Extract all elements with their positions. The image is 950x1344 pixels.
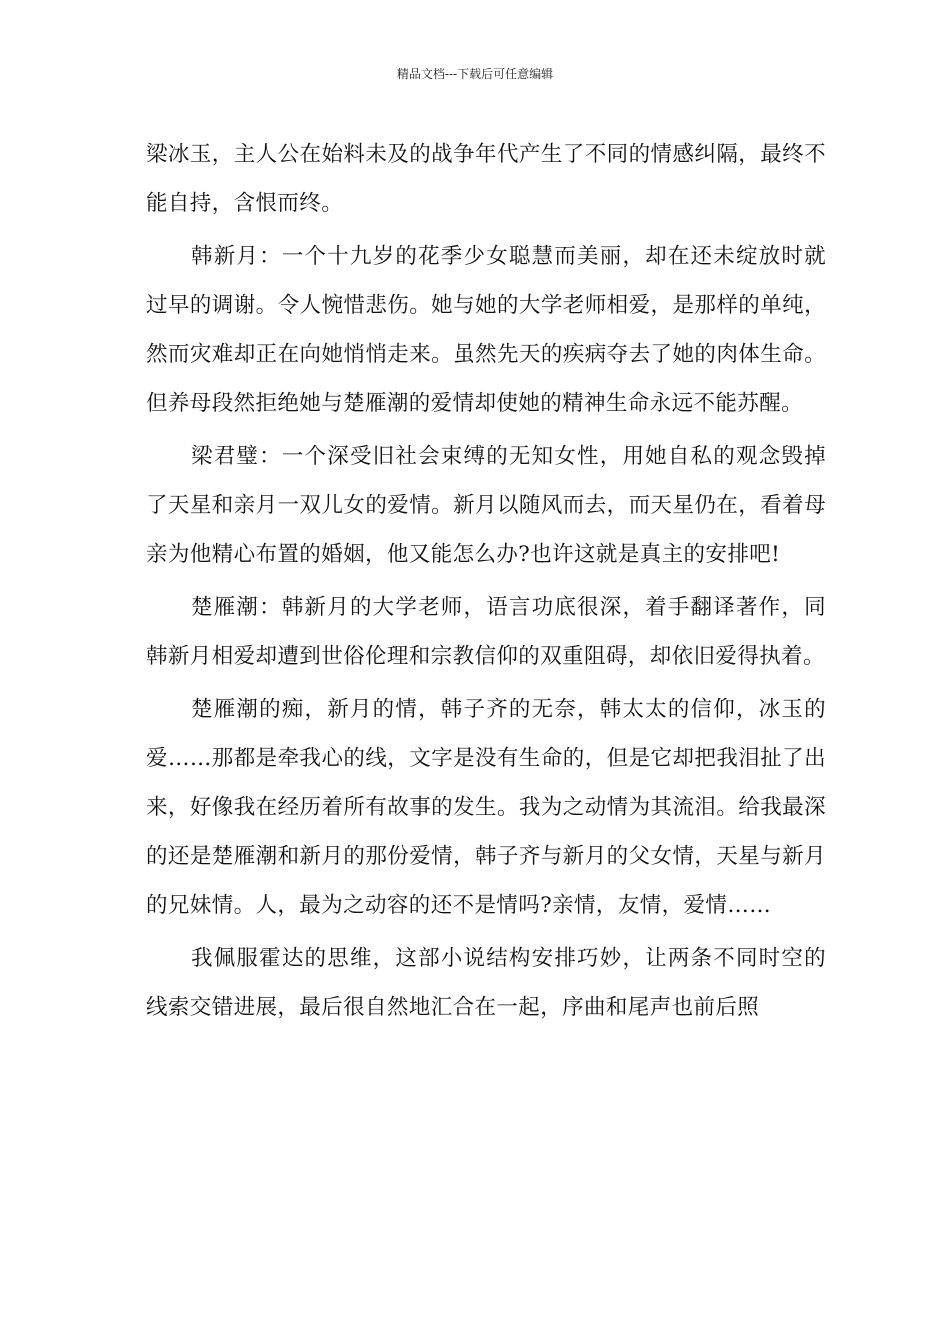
paragraph-continuation: 梁冰玉，主人公在始料未及的战争年代产生了不同的情感纠隔，最终不能自持，含恨而终。 <box>146 142 826 216</box>
paragraph-liang-junbi: 梁君璧：一个深受旧社会束缚的无知女性，用她自私的观念毁掉了天星和亲月一双儿女的爱情。新月以随风而去，而天星仍在，看着母亲为他精心布置的婚姻，他又能怎么办?也许这就是真主的安排吧! <box>146 444 826 567</box>
paragraph-han-xinyue: 韩新月：一个十九岁的花季少女聪慧而美丽，却在还未绽放时就过早的调谢。令人惋惜悲伤。她与她的大学老师相爱，是那样的单纯，然而灾难却正在向她悄悄走来。虽然先天的疾病夺去了她的肉体生命。但养母段然拒绝她与楚雁潮的爱情却使她的精神生命永远不能苏醒。 <box>146 244 826 416</box>
paragraph-structure: 我佩服霍达的思维，这部小说结构安排巧妙，让两条不同时空的线索交错进展，最后很自然地汇合在一起，序曲和尾声也前后照 <box>146 946 826 1020</box>
page-header: 精品文档---下载后可任意编辑 <box>396 67 554 81</box>
paragraph-chu-yanchao: 楚雁潮：韩新月的大学老师，语言功底很深，着手翻译著作，同韩新月相爱却遭到世俗伦理和宗教信仰的双重阻碍，却依旧爱得执着。 <box>146 595 826 669</box>
paragraph-emotions: 楚雁潮的痴，新月的情，韩子齐的无奈，韩太太的信仰，冰玉的爱……那都是牵我心的线，文字是没有生命的，但是它却把我泪扯了出来，好像我在经历着所有故事的发生。我为之动情为其流泪。给我最深的还是楚雁潮和新月的那份爱情，韩子齐与新月的父女情，天星与新月的兄妹情。人，最为之动容的还不是情吗?亲情，友情，爱情…… <box>146 697 826 918</box>
document-body <box>146 130 826 1032</box>
